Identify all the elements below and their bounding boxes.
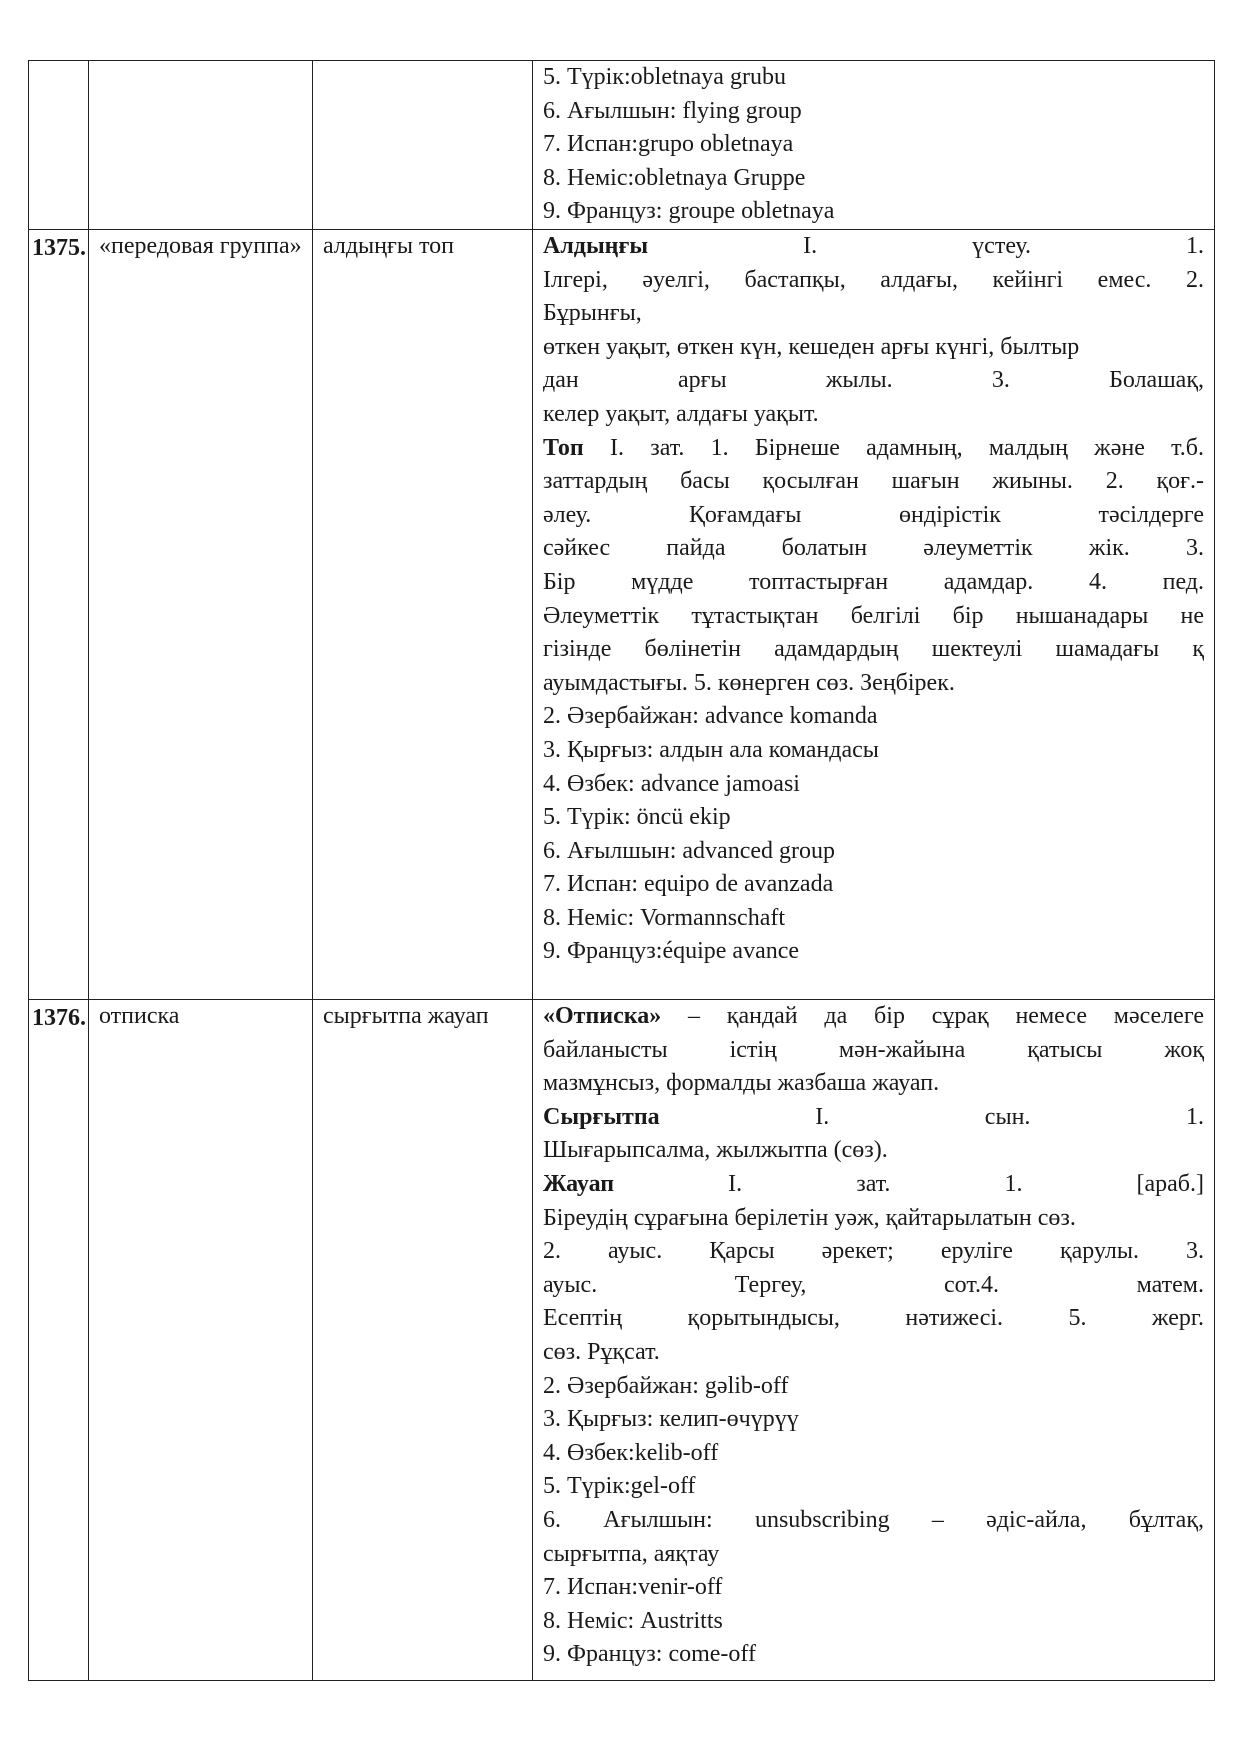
translation-line: 4. Өзбек:kelib-off xyxy=(543,1439,719,1466)
definition-line: дан арғы жылы. 3. Болашақ, xyxy=(543,367,1204,394)
translation-line: 5. Түрік:obletnaya grubu xyxy=(543,64,786,90)
entry-number: 1376. xyxy=(29,1000,89,1681)
definition-line: Біреудің сұрағына берілетін уәж, қайтарылатын сөз. xyxy=(543,1204,1076,1231)
definition-line: заттардың басы қосылған шағын жиыны. 2. қоғ.- xyxy=(543,468,1204,495)
definition-line: гізінде бөлінетін адамдардың шектеулі шамадағы қ xyxy=(543,636,1204,663)
definition-line: ауыс. Тергеу, сот.4. матем. xyxy=(543,1271,1204,1298)
kazakh-term: алдыңғы топ xyxy=(313,230,533,1000)
translation-line: 7. Испан:grupo obletnaya xyxy=(543,131,794,158)
kazakh-term: сырғытпа жауап xyxy=(313,1000,533,1681)
definition-cell xyxy=(533,230,1215,1000)
definition-line: Алдыңғы I. үстеу. 1. xyxy=(543,233,1204,259)
definition-line: мазмұнсыз, формалды жазбаша жауап. xyxy=(543,1070,940,1097)
definition-line: өткен уақыт, өткен күн, кешеден арғы күнгі, былтыр xyxy=(543,333,1080,360)
definition-line: сөз. Рұқсат. xyxy=(543,1338,660,1365)
definition-line: келер уақыт, алдағы уақыт. xyxy=(543,400,819,427)
translation-line: 6. Ағылшын: flying group xyxy=(543,97,802,124)
translation-line: 5. Түрік: öncü ekip xyxy=(543,804,731,831)
dictionary-table xyxy=(28,60,1215,1681)
russian-term: отписка xyxy=(89,1000,313,1681)
definition-line: Топ I. зат. 1. Бірнеше адамның, малдың және т.б. xyxy=(543,434,1205,461)
definition-line: Әлеуметтік тұтастықтан белгілі бір нышанадары не xyxy=(543,602,1204,629)
headword: «Отписка» xyxy=(543,1003,662,1029)
definition-line: Бір мүдде топтастырған адамдар. 4. пед. xyxy=(543,568,1204,595)
headword: Топ xyxy=(543,434,584,461)
definition-line: 2. ауыс. Қарсы әрекет; еруліге қарулы. 3. xyxy=(543,1238,1204,1265)
translation-line: 8. Неміс: Austritts xyxy=(543,1607,723,1634)
definition-line: Шығарыпсалма, жылжытпа (сөз). xyxy=(543,1137,888,1164)
translation-line: 2. Әзербайжан: gəlib-off xyxy=(543,1372,789,1399)
translation-line: 8. Неміс: Vormannschaft xyxy=(543,904,786,931)
headword: Алдыңғы xyxy=(543,233,649,259)
translation-line: 6. Ағылшын: advanced group xyxy=(543,837,835,864)
definition-line: «Отписка» – қандай да бір сұрақ немесе мәселеге xyxy=(543,1003,1204,1029)
table-row xyxy=(29,61,1215,230)
russian-term xyxy=(89,61,313,230)
entry-number xyxy=(29,61,89,230)
definition-line: ауымдастығы. 5. көнерген сөз. Зеңбірек. xyxy=(543,669,955,696)
russian-term: «передовая группа» xyxy=(89,230,313,1000)
translation-line: 3. Қырғыз: алдын ала командасы xyxy=(543,736,879,763)
definition-line: Жауап I. зат. 1. [араб.] xyxy=(543,1170,1205,1197)
translation-line: 9. Француз:équipe avance xyxy=(543,938,800,965)
definition-line: Ілгері, әуелгі, бастапқы, алдағы, кейінгі емес. 2. xyxy=(543,266,1204,293)
translation-line: 7. Испан:venir-off xyxy=(543,1574,723,1601)
translation-line: 4. Өзбек: advance jamoasi xyxy=(543,770,800,797)
definition-cell xyxy=(533,1000,1215,1681)
translation-line: 9. Француз: groupe obletnaya xyxy=(543,198,835,225)
definition-line: Бұрынғы, xyxy=(543,300,642,327)
definition-line: Есептің қорытындысы, нәтижесі. 5. жерг. xyxy=(543,1305,1204,1332)
definition-line: байланысты істің мән-жайына қатысы жоқ xyxy=(543,1036,1204,1063)
table-row xyxy=(29,1000,1215,1681)
headword: Сырғытпа xyxy=(543,1103,660,1130)
definition-line: Сырғытпа I. сын. 1. xyxy=(543,1103,1204,1130)
entry-number: 1375. xyxy=(29,230,89,1000)
definition-cell xyxy=(533,61,1215,230)
headword: Жауап xyxy=(543,1170,615,1197)
definition-line: әлеу. Қоғамдағы өндірістік тәсілдерге xyxy=(543,501,1204,528)
kazakh-term xyxy=(313,61,533,230)
translation-line: 7. Испан: equipo de avanzada xyxy=(543,871,834,898)
translation-line: 8. Неміс:obletnaya Gruppe xyxy=(543,164,806,191)
translation-line: 6. Ағылшын: unsubscribing – әдіс-айла, бұлтақ, xyxy=(543,1506,1204,1533)
translation-line: 9. Француз: come-off xyxy=(543,1641,756,1668)
translation-line: 5. Түрік:gel-off xyxy=(543,1473,696,1500)
translation-line: сырғытпа, аяқтау xyxy=(543,1540,720,1567)
definition-line: сәйкес пайда болатын әлеуметтік жік. 3. xyxy=(543,535,1204,562)
translation-line: 3. Қырғыз: келип-өчүрүү xyxy=(543,1406,799,1433)
translation-line: 2. Әзербайжан: advance komanda xyxy=(543,703,878,730)
table-row xyxy=(29,230,1215,1000)
